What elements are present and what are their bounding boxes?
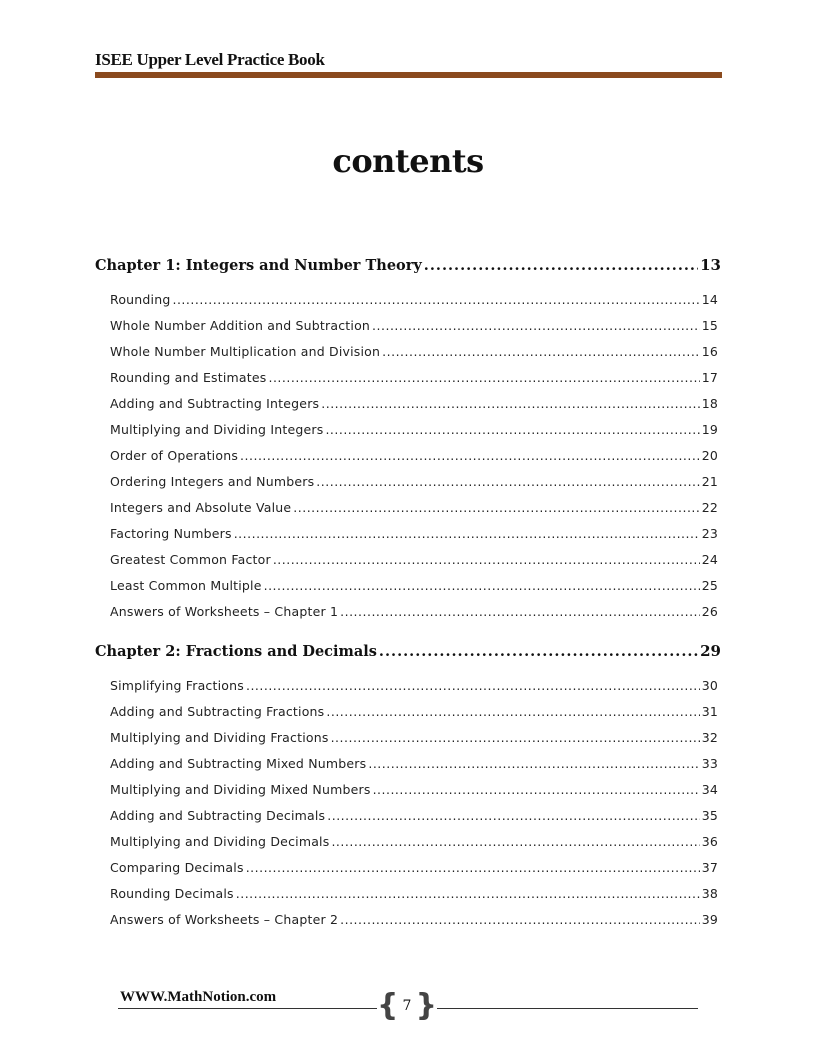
entry-page-number: 36 [701, 834, 718, 849]
entry-page-number: 24 [701, 552, 718, 567]
toc-entry[interactable] [95, 704, 721, 730]
entry-title: Greatest Common Factor [110, 552, 271, 567]
dot-leader [424, 257, 698, 274]
toc-entry[interactable] [95, 678, 721, 704]
entry-page-number: 14 [701, 292, 718, 307]
dot-leader [326, 704, 699, 719]
entry-title: Adding and Subtracting Integers [110, 396, 320, 411]
entry-title: Rounding and Estimates [110, 370, 267, 385]
dot-leader [373, 782, 700, 797]
entry-page-number: 21 [701, 474, 718, 489]
dot-leader [331, 834, 699, 849]
entry-page-number: 37 [701, 860, 718, 875]
entry-title: Comparing Decimals [110, 860, 244, 875]
toc-entry[interactable] [95, 782, 721, 808]
entry-title: Answers of Worksheets – Chapter 1 [110, 604, 339, 619]
toc-entry[interactable] [95, 318, 721, 344]
right-brace-icon: } [415, 988, 437, 1023]
entry-page-number: 35 [701, 808, 718, 823]
entry-page-number: 32 [701, 730, 718, 745]
table-of-contents [95, 256, 721, 938]
entry-page-number: 39 [701, 912, 718, 927]
entry-title: Whole Number Multiplication and Division [110, 344, 381, 359]
dot-leader [236, 886, 700, 901]
toc-chapter-2[interactable] [95, 642, 721, 668]
entry-title: Least Common Multiple [110, 578, 262, 593]
toc-entry[interactable] [95, 396, 721, 422]
toc-chapter-1[interactable] [95, 256, 721, 282]
entry-title: Multiplying and Dividing Fractions [110, 730, 329, 745]
entry-page-number: 30 [701, 678, 718, 693]
dot-leader [264, 578, 700, 593]
chapter-title: Chapter 2: Fractions and Decimals [95, 643, 377, 660]
toc-entry[interactable] [95, 500, 721, 526]
dot-leader [240, 448, 700, 463]
left-brace-icon: { [377, 988, 399, 1023]
entry-page-number: 33 [701, 756, 718, 771]
page-number-box [377, 990, 437, 1024]
dot-leader [268, 370, 699, 385]
entry-title: Answers of Worksheets – Chapter 2 [110, 912, 339, 927]
toc-entry[interactable] [95, 422, 721, 448]
footer-website: WWW.MathNotion.com [120, 989, 277, 1005]
dot-leader [382, 344, 700, 359]
dot-leader [325, 422, 699, 437]
entry-page-number: 19 [701, 422, 718, 437]
entry-title: Simplifying Fractions [110, 678, 244, 693]
dot-leader [321, 396, 699, 411]
chapter-page-number: 29 [700, 642, 721, 660]
entry-page-number: 20 [701, 448, 718, 463]
toc-entry[interactable] [95, 886, 721, 912]
toc-entry[interactable] [95, 860, 721, 886]
toc-entry[interactable] [95, 344, 721, 370]
entry-title: Rounding [110, 292, 171, 307]
chapter-page-number: 13 [700, 256, 721, 274]
entry-page-number: 25 [701, 578, 718, 593]
entry-title: Whole Number Addition and Subtraction [110, 318, 371, 333]
toc-entry[interactable] [95, 526, 721, 552]
entry-title: Multiplying and Dividing Mixed Numbers [110, 782, 371, 797]
entry-title: Adding and Subtracting Fractions [110, 704, 325, 719]
dot-leader [293, 500, 699, 515]
dot-leader [316, 474, 699, 489]
dot-leader [327, 808, 699, 823]
entry-page-number: 17 [701, 370, 718, 385]
header-rule [95, 72, 722, 78]
entry-title: Factoring Numbers [110, 526, 232, 541]
entry-title: Adding and Subtracting Decimals [110, 808, 326, 823]
entry-title: Ordering Integers and Numbers [110, 474, 315, 489]
dot-leader [246, 860, 700, 875]
toc-entry[interactable] [95, 578, 721, 604]
dot-leader [172, 292, 699, 307]
page-title: contents [332, 142, 484, 180]
chapter-title: Chapter 1: Integers and Number Theory [95, 257, 422, 274]
toc-entry[interactable] [95, 756, 721, 782]
toc-entry[interactable] [95, 834, 721, 860]
toc-entry[interactable] [95, 912, 721, 938]
entry-page-number: 22 [701, 500, 718, 515]
dot-leader [368, 756, 699, 771]
entry-page-number: 38 [701, 886, 718, 901]
entry-title: Multiplying and Dividing Decimals [110, 834, 330, 849]
toc-entry[interactable] [95, 474, 721, 500]
entry-title: Rounding Decimals [110, 886, 234, 901]
entry-page-number: 31 [701, 704, 718, 719]
toc-entry[interactable] [95, 292, 721, 318]
entry-title: Order of Operations [110, 448, 239, 463]
entry-page-number: 15 [701, 318, 718, 333]
dot-leader [340, 912, 700, 927]
dot-leader [246, 678, 700, 693]
entry-page-number: 23 [701, 526, 718, 541]
entry-page-number: 34 [701, 782, 718, 797]
toc-entry[interactable] [95, 370, 721, 396]
entry-title: Integers and Absolute Value [110, 500, 292, 515]
dot-leader [234, 526, 700, 541]
dot-leader [372, 318, 700, 333]
entry-title: Multiplying and Dividing Integers [110, 422, 324, 437]
entry-page-number: 16 [701, 344, 718, 359]
toc-entry[interactable] [95, 448, 721, 474]
dot-leader [340, 604, 700, 619]
entry-page-number: 26 [701, 604, 718, 619]
dot-leader [331, 730, 700, 745]
toc-entry[interactable] [95, 730, 721, 756]
page-number: 7 [402, 998, 412, 1014]
dot-leader [379, 643, 698, 660]
toc-entry[interactable] [95, 604, 721, 630]
toc-entry[interactable] [95, 552, 721, 578]
entry-title: Adding and Subtracting Mixed Numbers [110, 756, 367, 771]
entry-page-number: 18 [701, 396, 718, 411]
toc-entry[interactable] [95, 808, 721, 834]
dot-leader [273, 552, 700, 567]
book-title: ISEE Upper Level Practice Book [95, 50, 325, 69]
